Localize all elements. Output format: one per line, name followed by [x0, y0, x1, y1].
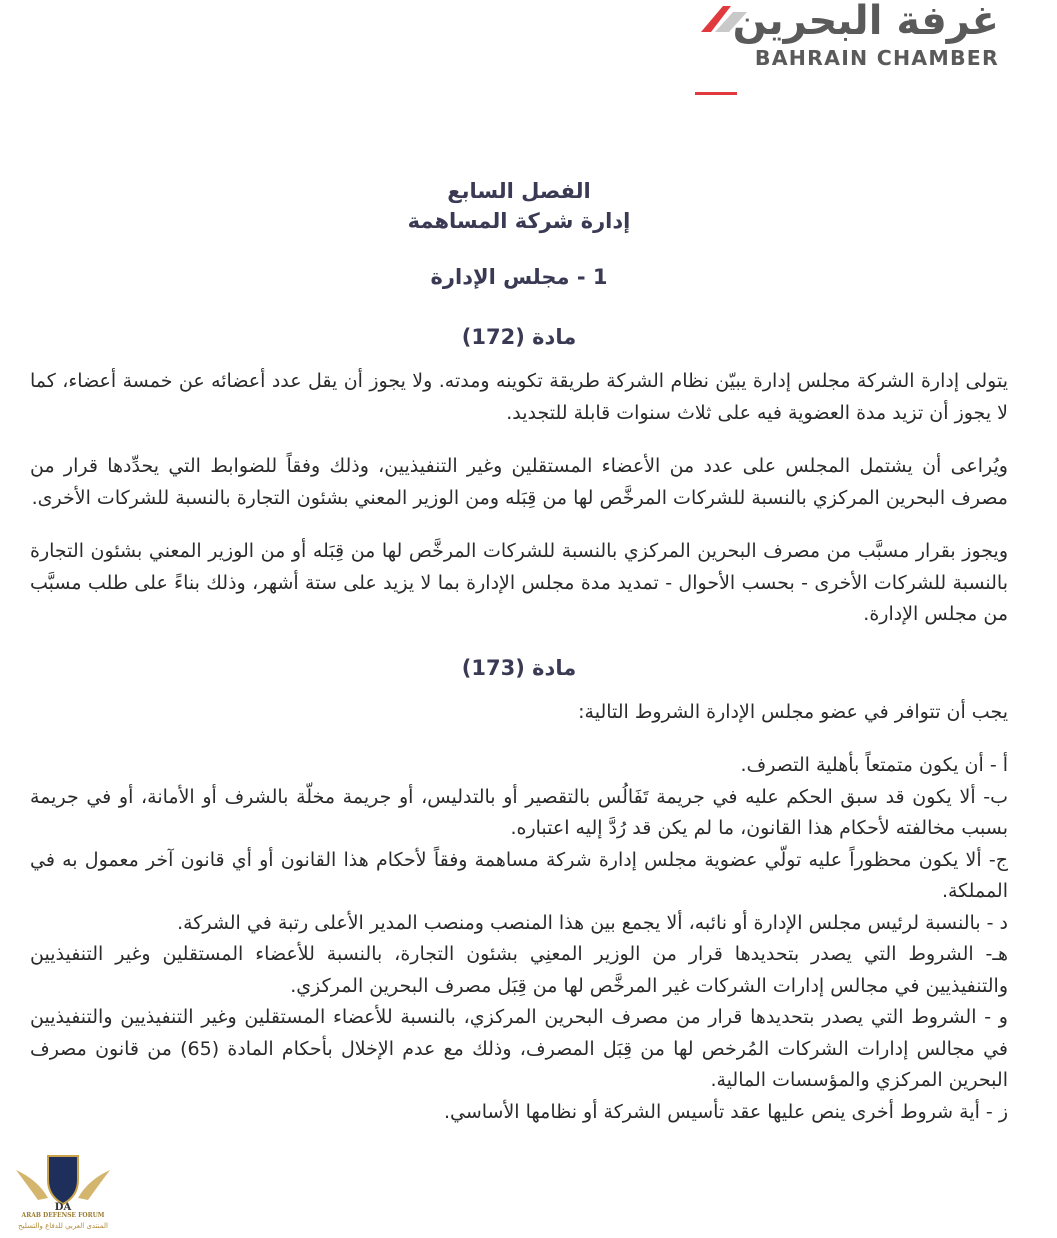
article-173-intro: يجب أن تتوافر في عضو مجلس الإدارة الشروط التالية:: [578, 700, 1008, 723]
bahrain-chamber-logo: [679, 0, 999, 100]
condition-item-e: هـ- الشروط التي يصدر بتحديدها قرار من الوزير المعنِي بشئون التجارة، بالنسبة للأعضاء المستقلين وغير التنفيذيين والتنفيذيين في مجالس إدارات الشركات غير المرخَّص لها من قِبَل مصرف البحرين المركزي.: [30, 943, 1008, 997]
condition-item-b: ب- ألا يكون قد سبق الحكم عليه في جريمة تَفَالُس بالتقصير أو بالتدليس، أو جريمة مخلّة بالشرف أو الأمانة، أو في جريمة بسبب مخالفته لأحكام هذا القانون، ما لم يكن قد رُدَّ إليه اعتباره.: [30, 785, 1008, 839]
article-173-conditions-list: [30, 750, 1008, 1128]
condition-item-f: و - الشروط التي يصدر بتحديدها قرار من مصرف البحرين المركزي، بالنسبة للأعضاء المستقلين وغير التنفيذيين والتنفيذيين في مجالس إدارات الشركات المُرخص لها من قِبَل المصرف، وذلك مع عدم الإخلال بأحكام المادة (65) من قانون مصرف البحرين المركزي والمؤسسات المالية.: [30, 1006, 1008, 1091]
article-173-title: مادة (173): [461, 655, 577, 680]
watermark-monogram: DA: [54, 1202, 72, 1212]
condition-item-g: ز - أية شروط أخرى ينص عليها عقد تأسيس الشركة أو نظامها الأساسي.: [443, 1100, 1008, 1123]
forum-watermark: [8, 1150, 118, 1238]
shield-emblem-icon: [8, 1150, 118, 1212]
watermark-arabic: المنتدى العربي للدفاع والتسليح: [18, 1222, 108, 1230]
article-172-title: مادة (172): [461, 325, 577, 349]
condition-item-a: أ - أن يكون متمتعاً بأهلية التصرف.: [740, 754, 1008, 776]
logo-english-text: BAHRAIN CHAMBER: [754, 46, 999, 70]
article-172-paragraph-3: ويجوز بقرار مسبَّب من مصرف البحرين المركزي بالنسبة للشركات المرخَّص لها من قِبَله أو من الوزير المعني بشئون التجارة بالنسبة للشركات الأخرى - بحسب الأحوال - تمديد مدة مجلس الإدارة بما لا يزيد على ستة أشهر، وذلك بناءً على طلب مسبَّب من مجلس الإدارة.: [30, 540, 1008, 625]
condition-item-c: ج- ألا يكون محظوراً عليه تولّي عضوية مجلس إدارة شركة مساهمة وفقاً لأحكام هذا القانون أو أي قانون آخر معمول به في المملكة.: [30, 848, 1008, 902]
watermark-english: ARAB DEFENSE FORUM: [21, 1212, 105, 1219]
article-172-paragraph-2: ويُراعى أن يشتمل المجلس على عدد من الأعضاء المستقلين وغير التنفيذيين، وذلك وفقاً للضوابط التي يحدِّدها قرار من مصرف البحرين المركزي بالنسبة للشركات المرخَّص لها من قِبَله ومن الوزير المعني بشئون التجارة بالنسبة للشركات الأخرى.: [30, 455, 1008, 509]
header-accent-line: [695, 92, 737, 95]
chapter-subtitle: إدارة شركة المساهمة: [407, 209, 631, 233]
logo-arabic-text: غرفة البحرين: [732, 0, 999, 44]
chapter-title: الفصل السابع: [447, 179, 591, 203]
document-body: [30, 176, 1008, 1128]
section-heading: 1 - مجلس الإدارة: [430, 265, 608, 289]
condition-item-d: د - بالنسبة لرئيس مجلس الإدارة أو نائبه، ألا يجمع بين هذا المنصب ومنصب المدير الأعلى رتبة في الشركة.: [177, 911, 1008, 934]
article-172-paragraph-1: يتولى إدارة الشركة مجلس إدارة يبيّن نظام الشركة طريقة تكوينه ومدته. ولا يجوز أن يقل عدد أعضائه عن خمسة أعضاء، كما لا يجوز أن تزيد مدة العضوية فيه على ثلاث سنوات قابلة للتجديد.: [30, 370, 1008, 424]
